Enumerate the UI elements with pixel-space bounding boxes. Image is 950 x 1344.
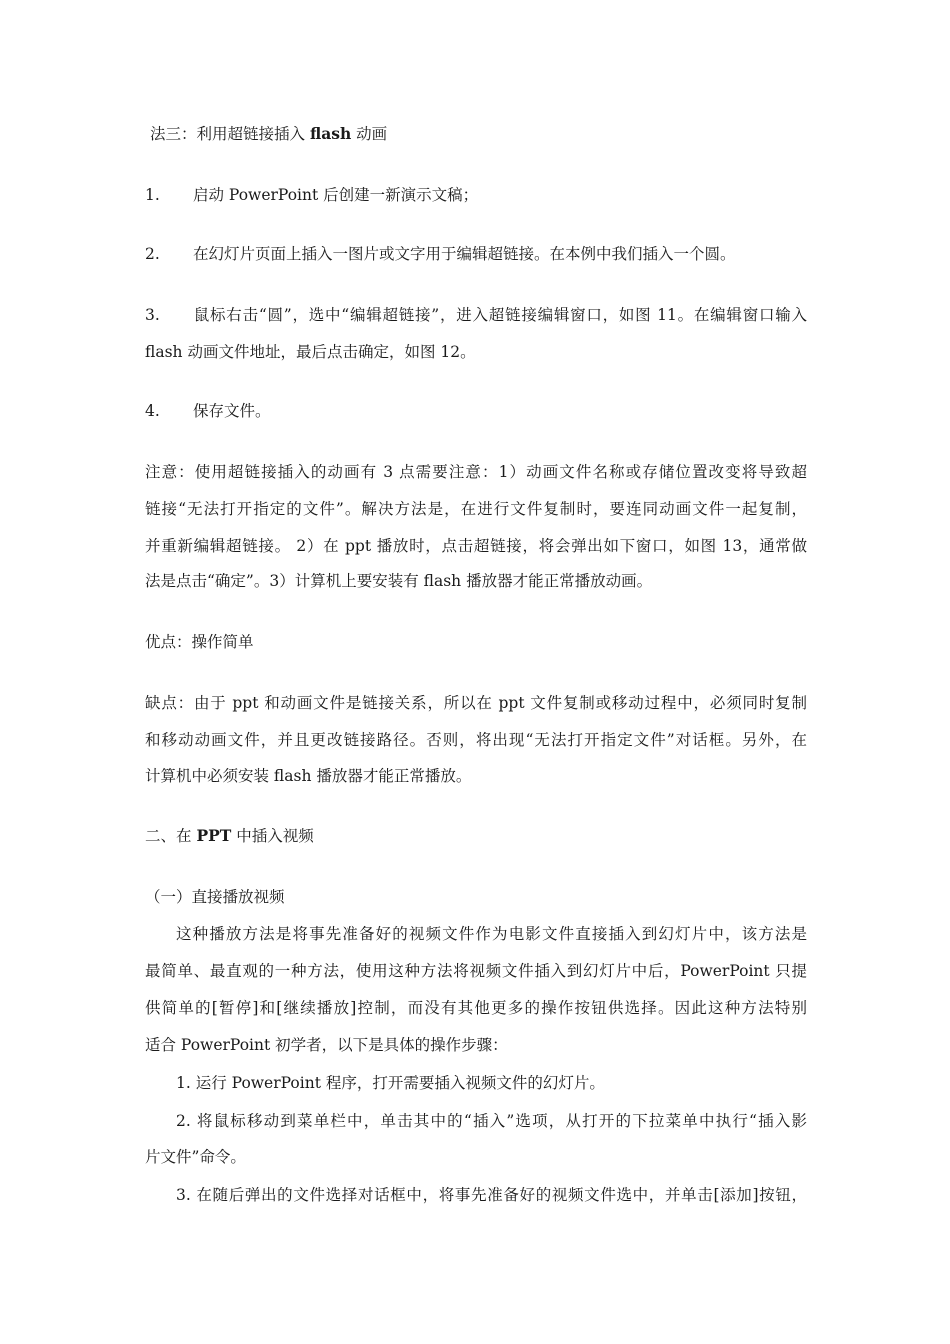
step-3: 3. 鼠标右击“圆”，选中“编辑超链接”，进入超链接编辑窗口，如图 11。在编辑窗口输入 — [145, 306, 807, 324]
video-step-2-continuation: 片文件”命令。 — [145, 1148, 246, 1166]
step-1: 1. 启动 PowerPoint 后创建一新演示文稿； — [145, 186, 479, 204]
disadvantage-line: 和移动动画文件，并且更改链接路径。否则，将出现“无法打开指定文件”对话框。另外，在 — [145, 731, 807, 749]
note-line: 法是点击“确定”。3）计算机上要安装有 flash 播放器才能正常播放动画。 — [145, 572, 653, 590]
section2-heading: 二、在 PPT 中插入视频 — [145, 826, 314, 845]
subsection1-heading: （一）直接播放视频 — [145, 888, 285, 906]
video-step-1: 1. 运行 PowerPoint 程序，打开需要插入视频文件的幻灯片。 — [176, 1074, 605, 1092]
advantage-text: 优点：操作简单 — [145, 633, 254, 651]
method3-heading: 法三：利用超链接插入 flash 动画 — [150, 124, 388, 143]
intro-line: 供简单的[暂停]和[继续播放]控制，而没有其他更多的操作按钮供选择。因此这种方法特别 — [145, 999, 807, 1017]
note-line: 注意：使用超链接插入的动画有 3 点需要注意：1）动画文件名称或存储位置改变将导致超 — [145, 463, 807, 481]
intro-line: 适合 PowerPoint 初学者，以下是具体的操作步骤： — [145, 1036, 508, 1054]
step-4: 4. 保存文件。 — [145, 402, 271, 420]
video-step-2: 2. 将鼠标移动到菜单栏中，单击其中的“插入”选项，从打开的下拉菜单中执行“插入影 — [176, 1112, 807, 1130]
disadvantage-line: 计算机中必须安装 flash 播放器才能正常播放。 — [145, 767, 472, 785]
step-3-continuation: flash 动画文件地址，最后点击确定，如图 12。 — [145, 343, 476, 361]
note-line: 并重新编辑超链接。 2）在 ppt 播放时，点击超链接，将会弹出如下窗口，如图 13，通常做 — [145, 537, 807, 555]
video-step-3: 3. 在随后弹出的文件选择对话框中，将事先准备好的视频文件选中，并单击[添加]按钮， — [176, 1186, 807, 1204]
intro-line: 这种播放方法是将事先准备好的视频文件作为电影文件直接插入到幻灯片中，该方法是 — [176, 925, 807, 943]
intro-line: 最简单、最直观的一种方法，使用这种方法将视频文件插入到幻灯片中后，PowerPoint 只提 — [145, 962, 807, 980]
disadvantage-line: 缺点：由于 ppt 和动画文件是链接关系，所以在 ppt 文件复制或移动过程中，必须同时复制 — [145, 694, 807, 712]
note-line: 链接“无法打开指定的文件”。解决方法是，在进行文件复制时，要连同动画文件一起复制， — [145, 500, 807, 518]
step-2: 2. 在幻灯片页面上插入一图片或文字用于编辑超链接。在本例中我们插入一个圆。 — [145, 245, 736, 263]
